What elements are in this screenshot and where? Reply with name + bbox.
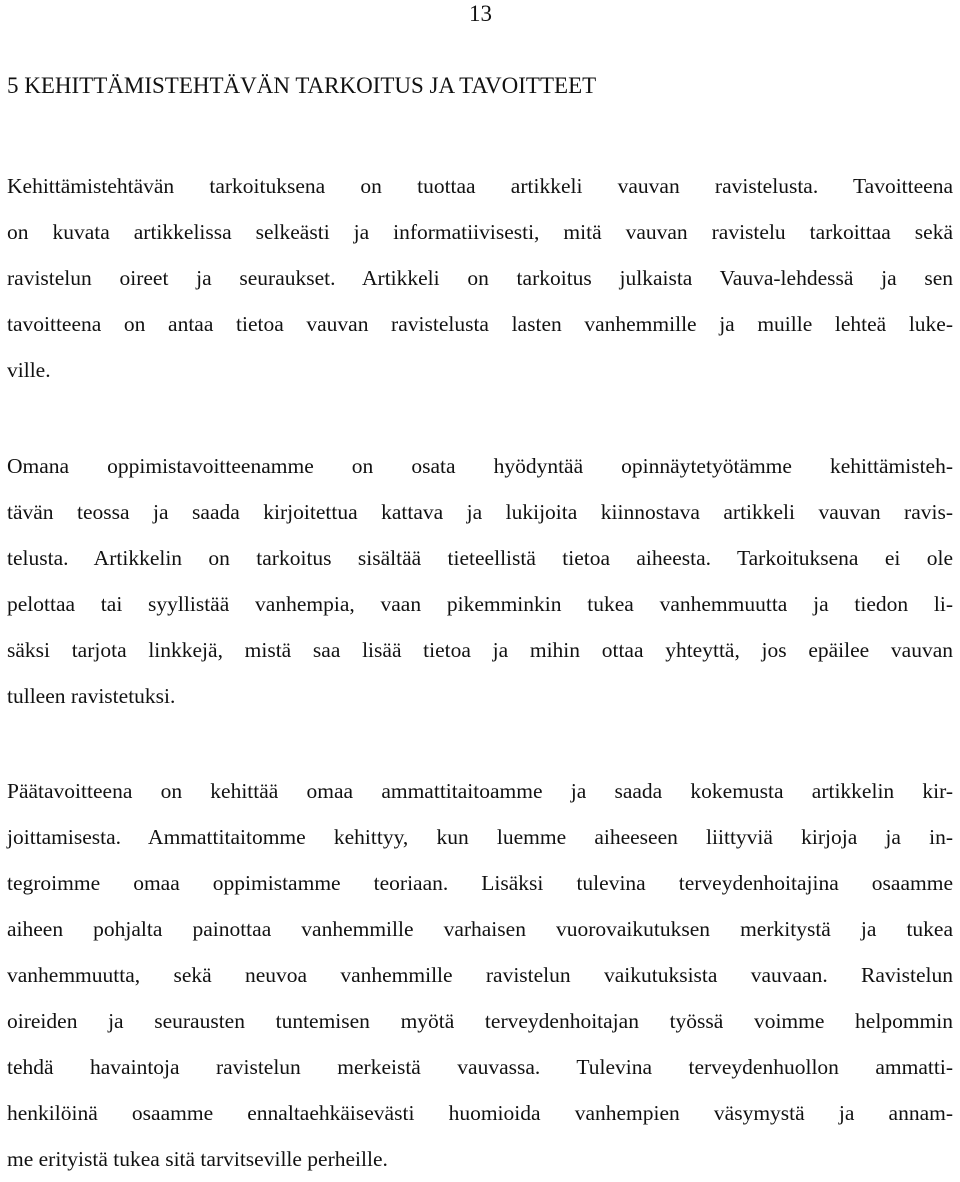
paragraph-learning-goals	[7, 443, 953, 719]
text-line: joittamisesta. Ammattitaitomme kehittyy, kun luemme aiheeseen liittyviä kirjoja ja in-	[7, 825, 953, 849]
text-line: tavoitteena on antaa tietoa vauvan ravistelusta lasten vanhemmille ja muille lehteä luke-	[7, 312, 953, 336]
text-line: tävän teossa ja saada kirjoitettua kattava ja lukijoita kiinnostava artikkeli vauvan ravis-	[7, 500, 953, 524]
text-line: Päätavoitteena on kehittää omaa ammattitaitoamme ja saada kokemusta artikkelin kir-	[7, 779, 953, 803]
text-line: oireiden ja seurausten tuntemisen myötä terveydenhoitajan työssä voimme helpommin	[7, 1009, 953, 1033]
page-number: 13	[469, 1, 492, 26]
text-line: tulleen ravistetuksi.	[7, 684, 176, 708]
text-line: säksi tarjota linkkejä, mistä saa lisää tietoa ja mihin ottaa yhteyttä, jos epäilee vauvan	[7, 638, 953, 662]
text-line: telusta. Artikkelin on tarkoitus sisältää tieteellistä tietoa aiheesta. Tarkoituksena ei ole	[7, 546, 953, 570]
paragraph-purpose	[7, 163, 953, 393]
text-line: vanhemmuutta, sekä neuvoa vanhemmille ravistelun vaikutuksista vauvaan. Ravistelun	[7, 963, 953, 987]
text-line: ville.	[7, 358, 51, 382]
section-heading: 5 KEHITTÄMISTEHTÄVÄN TARKOITUS JA TAVOITTEET	[7, 73, 597, 98]
text-line: Kehittämistehtävän tarkoituksena on tuottaa artikkeli vauvan ravistelusta. Tavoitteena	[7, 174, 953, 198]
text-line: ravistelun oireet ja seuraukset. Artikkeli on tarkoitus julkaista Vauva-lehdessä ja sen	[7, 266, 953, 290]
text-line: Omana oppimistavoitteenamme on osata hyödyntää opinnäytetyötämme kehittämisteh-	[7, 454, 953, 478]
text-line: aiheen pohjalta painottaa vanhemmille varhaisen vuorovaikutuksen merkitystä ja tukea	[7, 917, 953, 941]
text-line: henkilöinä osaamme ennaltaehkäisevästi huomioida vanhempien väsymystä ja annam-	[7, 1101, 953, 1125]
paragraph-main-goal	[7, 768, 953, 1182]
text-line: tehdä havaintoja ravistelun merkeistä vauvassa. Tulevina terveydenhuollon ammatti-	[7, 1055, 953, 1079]
text-line: on kuvata artikkelissa selkeästi ja informatiivisesti, mitä vauvan ravistelu tarkoittaa sekä	[7, 220, 953, 244]
text-line: me erityistä tukea sitä tarvitseville perheille.	[7, 1147, 388, 1171]
text-line: tegroimme omaa oppimistamme teoriaan. Lisäksi tulevina terveydenhoitajina osaamme	[7, 871, 953, 895]
text-line: pelottaa tai syyllistää vanhempia, vaan pikemminkin tukea vanhemmuutta ja tiedon li-	[7, 592, 953, 616]
